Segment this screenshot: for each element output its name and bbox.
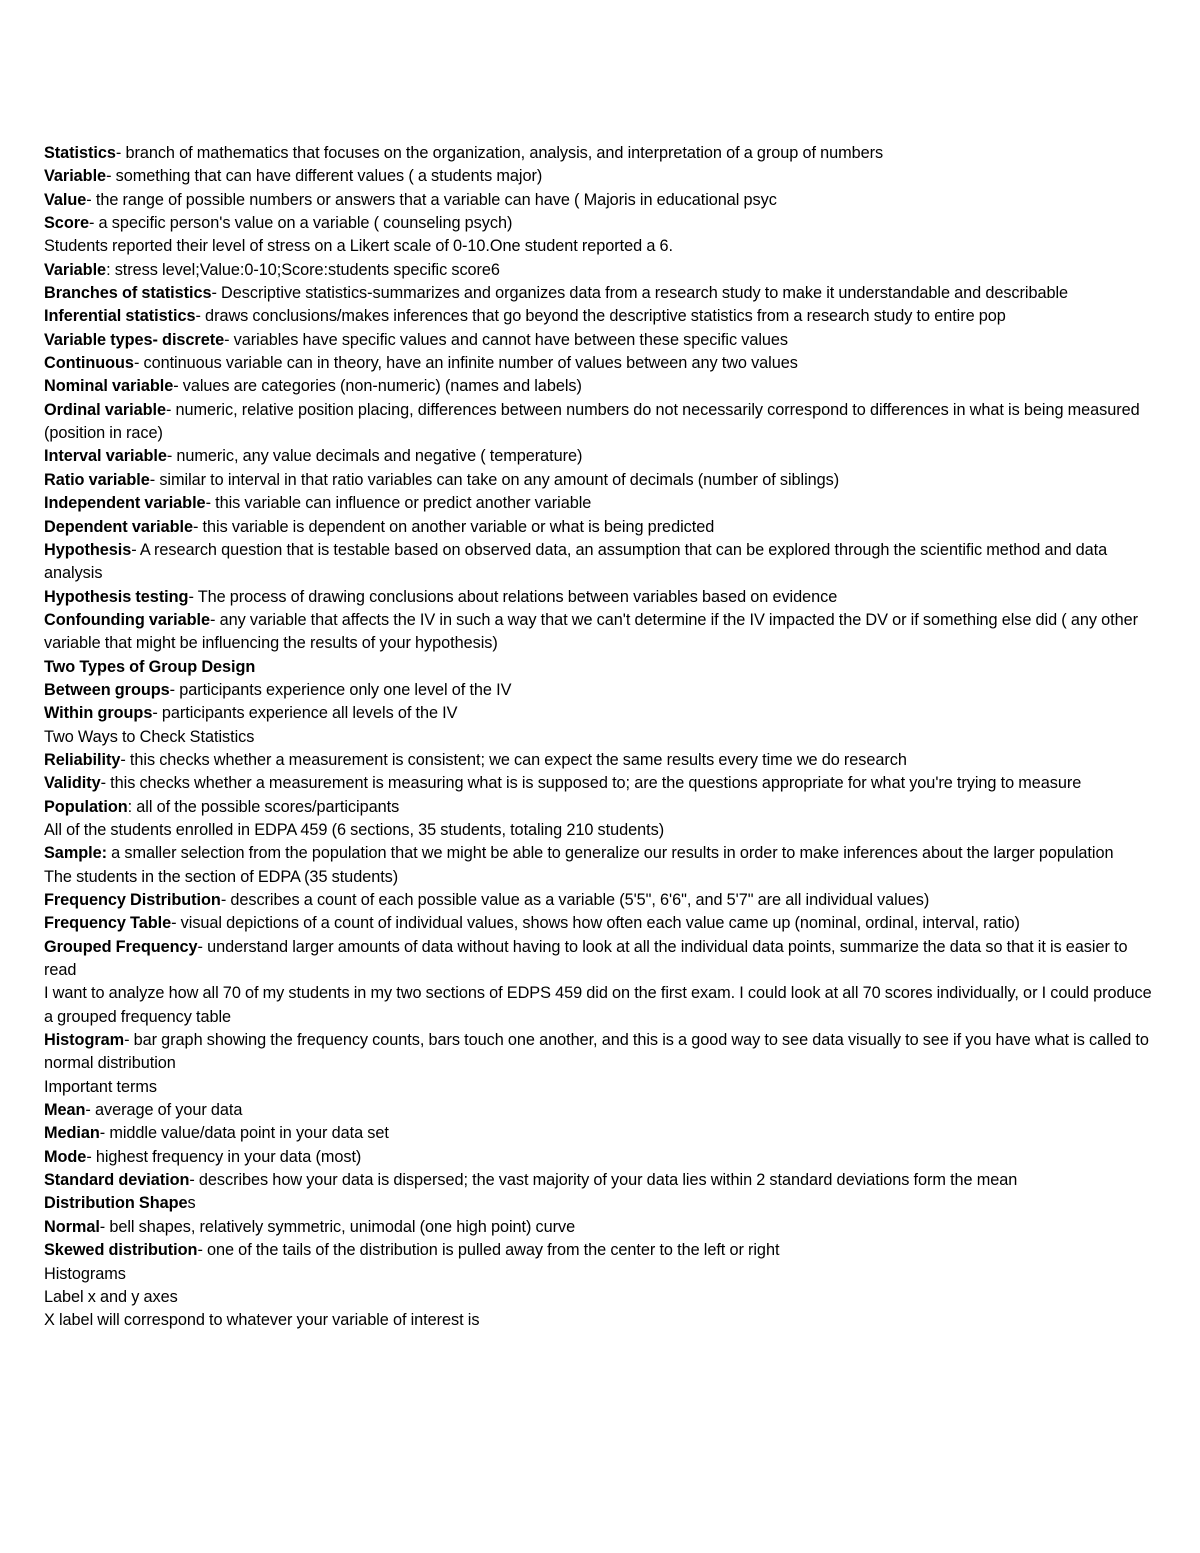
- note-line: [44, 1099, 1156, 1122]
- definition-text: I want to analyze how all 70 of my students in my two sections of EDPS 459 did on the first exam. I could look at all 70 scores individually, or I could produce a grouped frequency table: [44, 984, 1152, 1026]
- note-line: [44, 1146, 1156, 1169]
- definition-text: - branch of mathematics that focuses on the organization, analysis, and interpretation of a group of numbers: [115, 144, 884, 162]
- note-line: [44, 329, 1156, 352]
- definition-text: - this variable is dependent on another variable or what is being predicted: [193, 517, 715, 536]
- note-line: [44, 1239, 1156, 1262]
- term-label: Skewed distribution: [44, 1241, 198, 1260]
- term-label: Within groups: [44, 704, 153, 723]
- note-line: [44, 656, 1156, 679]
- note-line: [44, 702, 1156, 725]
- definition-text: s: [187, 1194, 196, 1213]
- definition-text: Label x and y axes: [44, 1287, 178, 1306]
- term-label: Sample:: [44, 844, 107, 863]
- definition-text: - this checks whether a measurement is consistent; we can expect the same results every time we do research: [120, 750, 907, 769]
- term-label: Grouped Frequency: [44, 937, 198, 956]
- definition-text: - middle value/data point in your data set: [99, 1124, 389, 1143]
- note-line: [44, 866, 1156, 889]
- definition-text: - describes how your data is dispersed; the vast majority of your data lies within 2 standard deviations form the mean: [189, 1171, 1018, 1190]
- term-label: Continuous: [44, 354, 134, 373]
- document-body: [44, 142, 1156, 1333]
- definition-text: Important terms: [44, 1077, 157, 1096]
- note-line: [44, 1029, 1156, 1076]
- note-line: [44, 445, 1156, 468]
- note-line: [44, 235, 1156, 258]
- term-label: Inferential statistics: [44, 307, 196, 326]
- note-line: [44, 1286, 1156, 1309]
- definition-text: - visual depictions of a count of individual values, shows how often each value came up (nominal, ordinal, interval, ratio): [171, 914, 1020, 933]
- note-line: [44, 212, 1156, 235]
- note-line: [44, 889, 1156, 912]
- definition-text: - values are categories (non-numeric) (names and labels): [173, 377, 582, 396]
- note-line: [44, 352, 1156, 375]
- term-label: Interval variable: [44, 447, 167, 466]
- term-label: Branches of statistics: [44, 284, 212, 303]
- term-label: Mode: [44, 1147, 87, 1166]
- term-label: Validity: [44, 774, 101, 793]
- definition-text: - describes a count of each possible value as a variable (5'5", 6'6", and 5'7" are all individual values): [220, 891, 930, 909]
- term-label: Reliability: [44, 750, 121, 769]
- note-line: [44, 679, 1156, 702]
- term-label: Hypothesis: [44, 540, 132, 559]
- note-line: [44, 1263, 1156, 1286]
- note-line: [44, 1169, 1156, 1192]
- term-label: Confounding variable: [44, 610, 211, 629]
- definition-text: Histograms: [44, 1264, 126, 1283]
- term-label: Nominal variable: [44, 377, 174, 396]
- definition-text: - The process of drawing conclusions about relations between variables based on evidence: [188, 587, 838, 606]
- note-line: [44, 469, 1156, 492]
- term-label: Statistics: [44, 144, 116, 162]
- definition-text: - variables have specific values and cannot have between these specific values: [224, 330, 788, 349]
- definition-text: - continuous variable can in theory, have an infinite number of values between any two values: [133, 354, 798, 373]
- definition-text: Students reported their level of stress on a Likert scale of 0-10.One student reported a 6.: [44, 237, 673, 256]
- term-label: Population: [44, 797, 128, 816]
- term-label: Ratio variable: [44, 470, 150, 489]
- note-line: [44, 305, 1156, 328]
- note-line: [44, 1076, 1156, 1099]
- definition-text: - something that can have different values ( a students major): [106, 167, 543, 186]
- note-line: [44, 819, 1156, 842]
- definition-text: - similar to interval in that ratio variables can take on any amount of decimals (number of siblings): [149, 470, 840, 489]
- note-line: [44, 842, 1156, 865]
- definition-text: - A research question that is testable based on observed data, an assumption that can be explored through the scientific method and data analysis: [44, 540, 1108, 583]
- note-line: [44, 609, 1156, 656]
- definition-text: - numeric, any value decimals and negative ( temperature): [166, 447, 583, 466]
- definition-text: : all of the possible scores/participants: [127, 797, 400, 816]
- note-line: [44, 539, 1156, 586]
- note-line: [44, 982, 1156, 1029]
- term-label: Frequency Table: [44, 914, 172, 933]
- note-line: [44, 142, 1156, 165]
- term-label: Variable types- discrete: [44, 330, 225, 349]
- note-line: [44, 282, 1156, 305]
- definition-text: - participants experience only one level of the IV: [169, 680, 512, 699]
- note-line: [44, 772, 1156, 795]
- note-line: [44, 586, 1156, 609]
- term-label: Frequency Distribution: [44, 891, 221, 909]
- definition-text: : stress level;Value:0-10;Score:students specific score6: [106, 260, 500, 279]
- term-label: Normal: [44, 1217, 100, 1236]
- term-label: Median: [44, 1124, 100, 1143]
- note-line: [44, 1309, 1156, 1332]
- definition-text: - draws conclusions/makes inferences that go beyond the descriptive statistics from a research study to entire pop: [195, 307, 1006, 326]
- definition-text: - a specific person's value on a variable ( counseling psych): [89, 214, 513, 233]
- note-line: [44, 1122, 1156, 1145]
- term-label: Dependent variable: [44, 517, 193, 536]
- note-line: [44, 516, 1156, 539]
- term-label: Standard deviation: [44, 1171, 190, 1190]
- term-label: Variable: [44, 260, 107, 279]
- definition-text: - bar graph showing the frequency counts, bars touch one another, and this is a good way to see data visually to see if you have what is called to normal distribution: [44, 1031, 1149, 1073]
- definition-text: - understand larger amounts of data without having to look at all the individual data points, summarize the data so that it is easier to read: [44, 937, 1128, 980]
- definition-text: - bell shapes, relatively symmetric, unimodal (one high point) curve: [99, 1217, 576, 1236]
- definition-text: - numeric, relative position placing, differences between numbers do not necessarily correspond to differences in what is being measured (position in race): [44, 400, 1140, 443]
- definition-text: Two Ways to Check Statistics: [44, 727, 255, 746]
- note-line: [44, 189, 1156, 212]
- term-label: Two Types of Group Design: [44, 657, 256, 676]
- definition-text: - this variable can influence or predict another variable: [205, 494, 592, 513]
- definition-text: - the range of possible numbers or answers that a variable can have ( Majoris in educational psyc: [86, 190, 777, 209]
- definition-text: a smaller selection from the population that we might be able to generalize our results in order to make inferences about the larger population: [107, 844, 1114, 863]
- term-label: Histogram: [44, 1031, 125, 1050]
- term-label: Variable: [44, 167, 107, 186]
- note-line: [44, 726, 1156, 749]
- term-label: Distribution Shape: [44, 1194, 188, 1213]
- definition-text: - one of the tails of the distribution is pulled away from the center to the left or right: [197, 1241, 780, 1260]
- term-label: Ordinal variable: [44, 400, 166, 419]
- term-label: Score: [44, 214, 90, 233]
- term-label: Value: [44, 190, 87, 209]
- note-line: [44, 375, 1156, 398]
- definition-text: All of the students enrolled in EDPA 459 (6 sections, 35 students, totaling 210 students): [44, 820, 665, 839]
- note-line: [44, 492, 1156, 515]
- note-line: [44, 912, 1156, 935]
- note-line: [44, 1192, 1156, 1215]
- note-line: [44, 796, 1156, 819]
- definition-text: The students in the section of EDPA (35 students): [44, 867, 399, 886]
- note-line: [44, 399, 1156, 446]
- note-line: [44, 936, 1156, 983]
- definition-text: X label will correspond to whatever your variable of interest is: [44, 1311, 480, 1330]
- term-label: Independent variable: [44, 494, 206, 513]
- definition-text: - participants experience all levels of the IV: [152, 704, 458, 723]
- note-line: [44, 749, 1156, 772]
- term-label: Mean: [44, 1101, 86, 1120]
- term-label: Hypothesis testing: [44, 587, 189, 606]
- definition-text: - any variable that affects the IV in such a way that we can't determine if the IV impacted the DV or if something else did ( any other variable that might be influencing the results of your hypothesis): [44, 610, 1138, 653]
- note-line: [44, 259, 1156, 282]
- note-line: [44, 1216, 1156, 1239]
- definition-text: - this checks whether a measurement is measuring what is is supposed to; are the questions appropriate for what you're trying to measure: [100, 774, 1082, 793]
- definition-text: - Descriptive statistics-summarizes and organizes data from a research study to make it understandable and describable: [211, 284, 1069, 303]
- definition-text: - highest frequency in your data (most): [86, 1147, 362, 1166]
- term-label: Between groups: [44, 680, 170, 699]
- definition-text: - average of your data: [85, 1101, 243, 1120]
- note-line: [44, 165, 1156, 188]
